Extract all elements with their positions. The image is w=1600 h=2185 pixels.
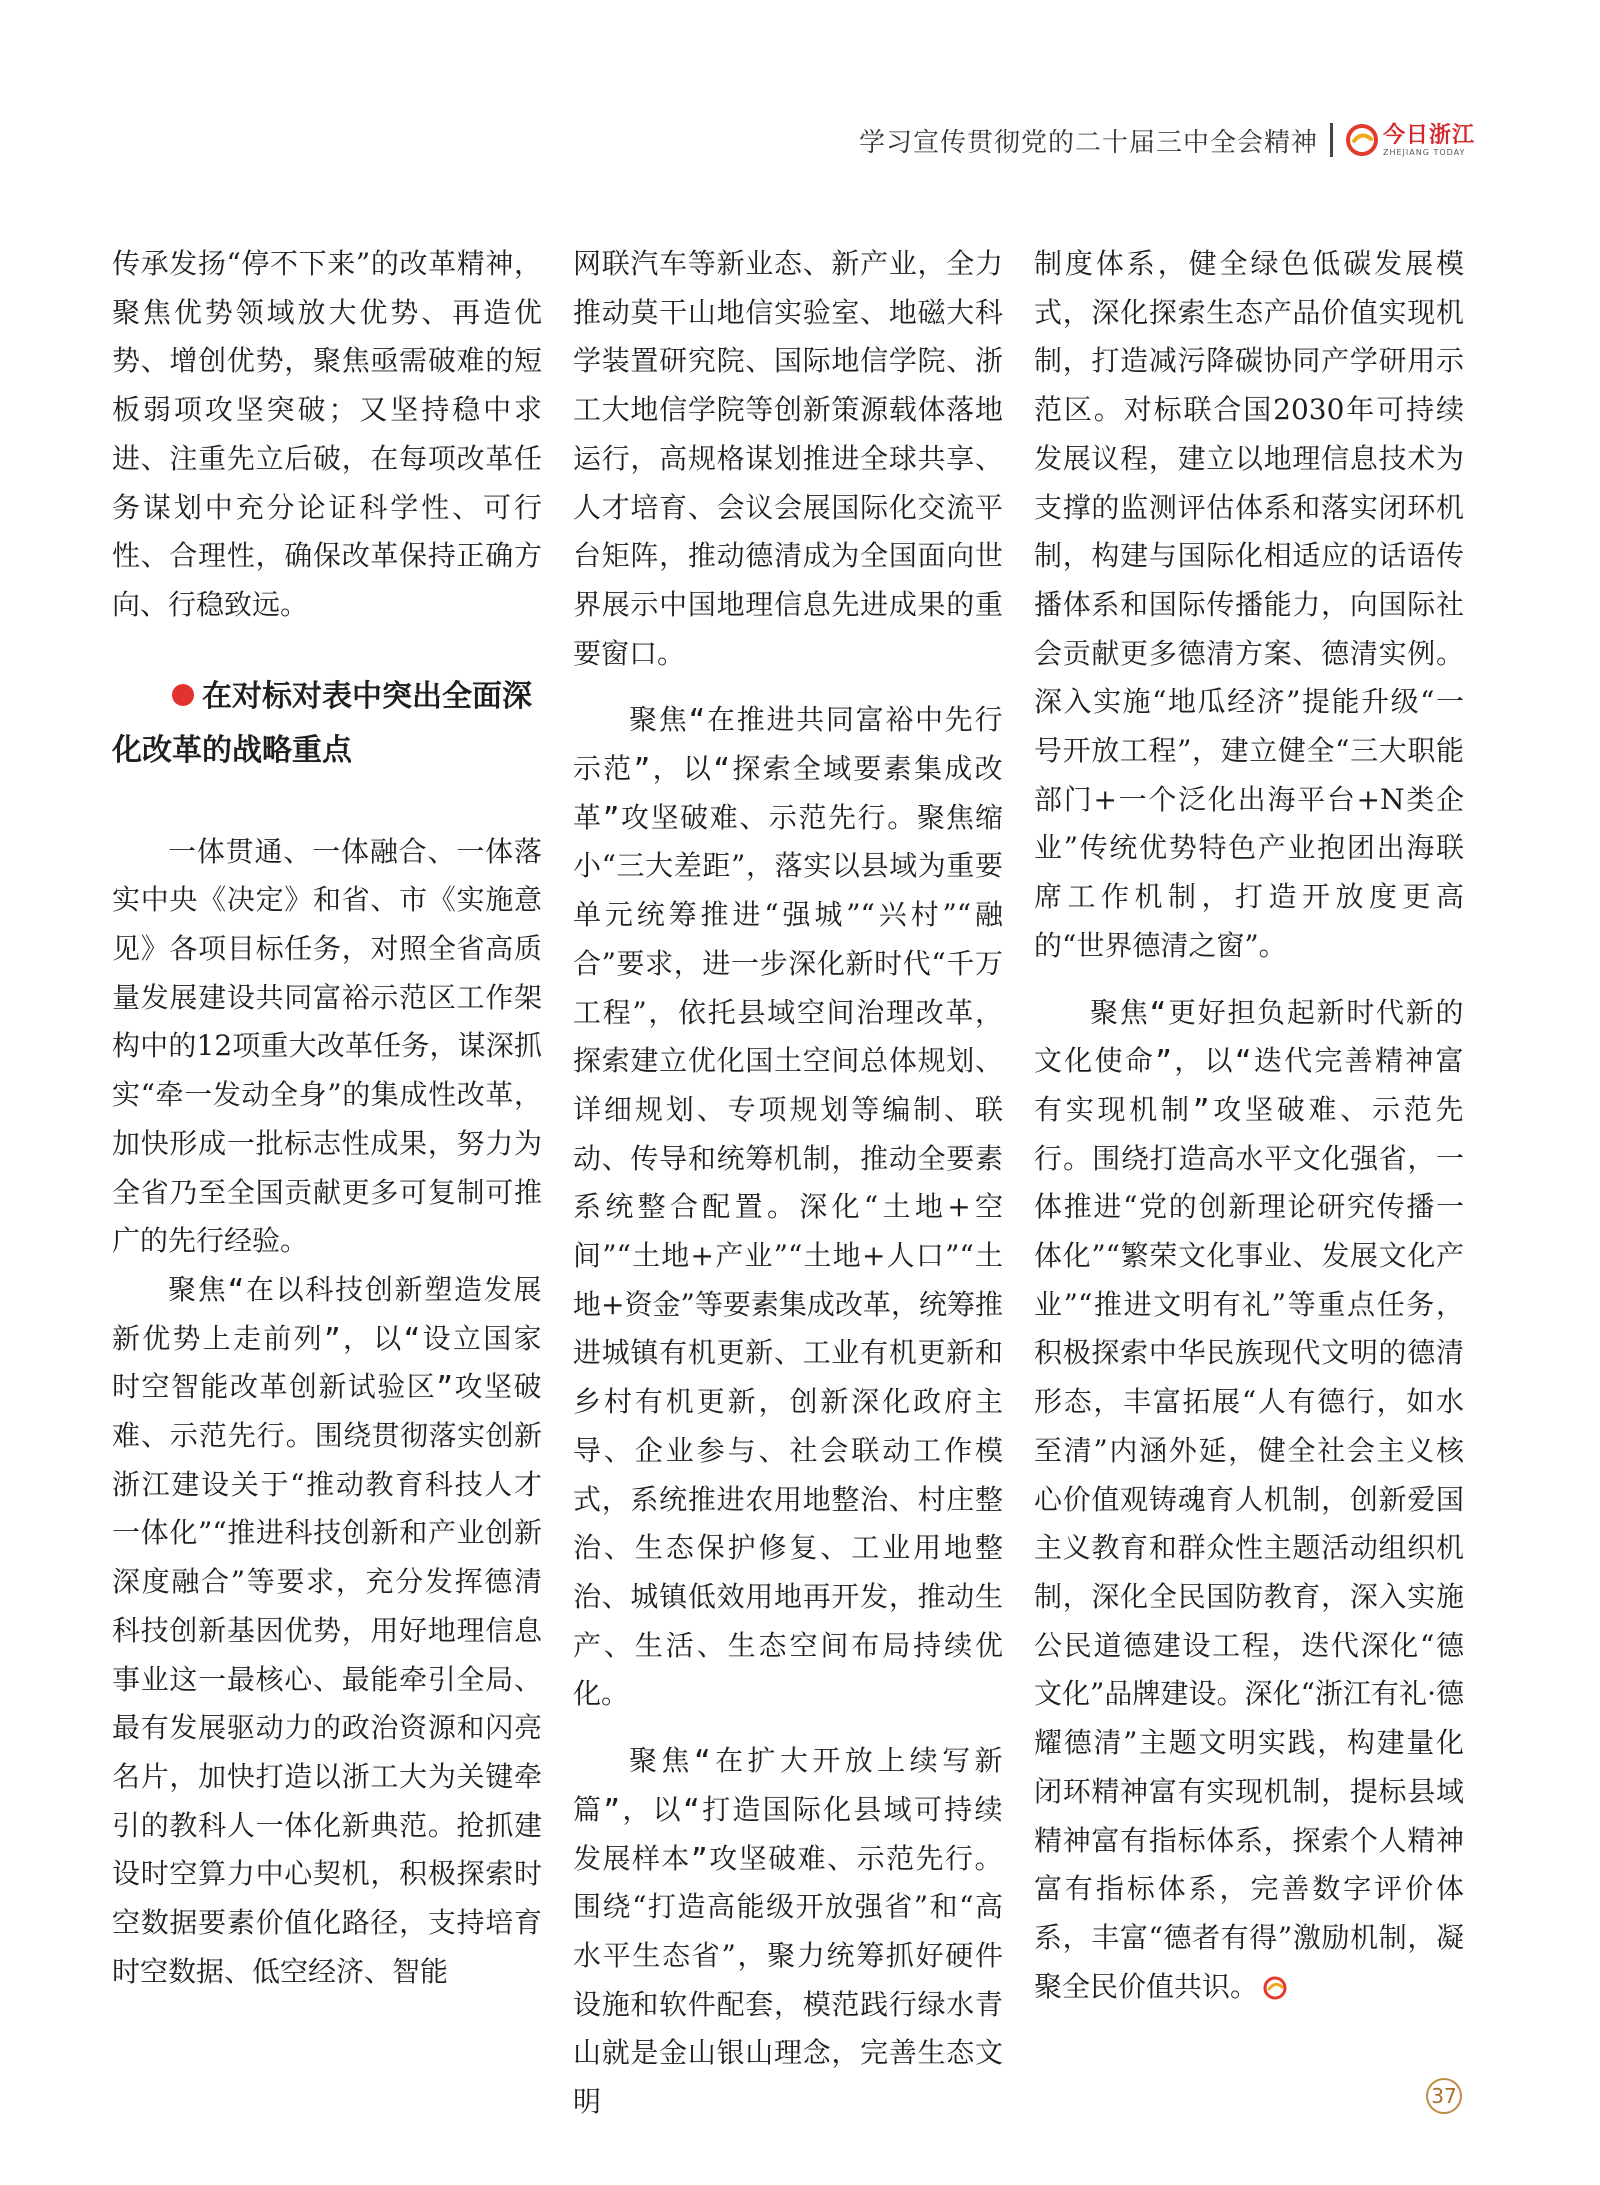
header-title: 学习宣传贯彻党的二十届三中全会精神 — [858, 127, 1318, 158]
column-2 — [573, 240, 1003, 2127]
paragraph: 一体贯通、一体融合、一体落实中央《决定》和省、市《实施意见》各项目标任务，对照全省高质量发展建设共同富裕示范区工作架构中的12项重大改革任务，谋深抓实“牵一发动全身”的集成性改革，加快形成一批标志性成果，努力为全省乃至全国贡献更多可复制可推广的先行经验。 — [112, 834, 542, 1258]
paragraph-body: 围绕贯彻落实创新浙江建设关于“推动教育科技人才一体化”“推进科技创新和产业创新深度融合”等要求，充分发挥德清科技创新基因优势，用好地理信息事业这一最核心、最能牵引全局、最有发展驱动力的政治资源和闪亮名片，加快打造以浙工大为关键牵引的教科人一体化新典范。抢抓建设时空算力中心契机，积极探索时空数据要素价值化路径，支持培育时空数据、低空经济、智能 — [112, 1419, 542, 1988]
magazine-logo — [1345, 123, 1475, 157]
paragraph — [112, 1266, 542, 1997]
logo-text — [1382, 121, 1475, 157]
focus-lead: 聚焦“在扩大开放上续写新篇”，以“打造国际化县域可持续发展样本”攻坚破难、示范先行。 — [573, 1744, 1003, 1875]
logo-swirl-icon — [1345, 123, 1379, 157]
focus-lead: 聚焦“在推进共同富裕中先行示范”，以“探索全域要素集成改革”攻坚破难、示范先行。 — [573, 703, 1003, 834]
logo-name-en: ZHEJIANG TODAY — [1382, 147, 1466, 157]
focus-lead: 聚焦“在以科技创新塑造发展新优势上走前列”，以“设立国家时空智能改革创新试验区”攻坚破难、示范先行。 — [112, 1272, 542, 1453]
page-number: 37 — [1426, 2078, 1462, 2114]
focus-lead: 聚焦“更好担负起新时代新的文化使命”，以“迭代完善精神富有实现机制”攻坚破难、示范先行。 — [1034, 995, 1464, 1175]
paragraph: 制度体系，健全绿色低碳发展模式，深化探索生态产品价值实现机制，打造减污降碳协同产学研用示范区。对标联合国2030年可持续发展议程，建立以地理信息技术为支撑的监测评估体系和落实闭环机制，构建与国际化相适应的话语传播体系和国际传播能力，向国际社会贡献更多德清方案、德清实例。深入实施“地瓜经济”提能升级“一号开放工程”，建立健全“三大职能部门+一个泛化出海平台+N类企业”传统优势特色产业抱团出海联席工作机制，打造开放度更高的“世界德清之窗”。 — [1034, 247, 1464, 962]
section-heading-text: 在对标对表中突出全面深化改革的战略重点 — [112, 678, 532, 768]
logo-name-cn: 今日浙江 — [1382, 121, 1475, 148]
red-bullet-icon — [172, 684, 194, 706]
section-heading — [112, 670, 542, 778]
header-divider — [1330, 123, 1333, 157]
paragraph: 网联汽车等新业态、新产业，全力推动莫干山地信实验室、地磁大科学装置研究院、国际地信学院、浙工大地信学院等创新策源载体落地运行，高规格谋划推进全球共享、人才培育、会议会展国际化交流平台矩阵，推动德清成为全国面向世界展示中国地理信息先进成果的重要窗口。 — [573, 247, 1003, 670]
paragraph-body: 聚焦缩小“三大差距”，落实以县域为重要单元统筹推进“强城”“兴村”“融合”要求，进一步深化新时代“千万工程”，依托县域空间治理改革，探索建立优化国土空间总体规划、详细规划、专项规划等编制、联动、传导和统筹机制，推动全要素系统整合配置。深化“土地+空间”“土地+产业”“土地+人口”“土地+资金”等要素集成改革，统筹推进城镇有机更新、工业有机更新和乡村有机更新，创新深化政府主导、企业参与、社会联动工作模式，系统推进农用地整治、村庄整治、生态保护修复、工业用地整治、城镇低效用地再开发，推动生产、生活、生态空间布局持续优化。 — [573, 800, 1003, 1711]
paragraph-body: 围绕打造高水平文化强省，一体推进“党的创新理论研究传播一体化”“繁荣文化事业、发展文化产业”“推进文明有礼”等重点任务，积极探索中华民族现代文明的德清形态，丰富拓展“人有德行，如水至清”内涵外延，健全社会主义核心价值观铸魂育人机制，创新爱国主义教育和群众性主题活动组织机制，深化全民国防教育，深入实施公民道德建设工程，迭代深化“德文化”品牌建设。深化“浙江有礼·德耀德清”主题文明实践，构建量化闭环精神富有实现机制，提标县域精神富有指标体系，探索个人精神富有指标体系，完善数字评价体系，丰富“德者有得”激励机制，凝聚全民价值共识。 — [1034, 1141, 1464, 2003]
article-end-icon — [1262, 1975, 1288, 2001]
paragraph — [573, 696, 1003, 1719]
page-header — [859, 120, 1475, 160]
paragraph-body: 围绕“打造高能级开放强省”和“高水平生态省”，聚力统筹抓好硬件设施和软件配套，模范践行绿水青山就是金山银山理念，完善生态文明 — [573, 1890, 1003, 2119]
column-1 — [112, 240, 542, 1997]
paragraph — [573, 1737, 1003, 2127]
paragraph — [1034, 989, 1464, 2012]
paragraph: 传承发扬“停不下来”的改革精神，聚焦优势领域放大优势、再造优势、增创优势，聚焦亟需破难的短板弱项攻坚突破；又坚持稳中求进、注重先立后破，在每项改革任务谋划中充分论证科学性、可行性、合理性，确保改革保持正确方向、行稳致远。 — [112, 247, 542, 621]
column-3 — [1034, 240, 1464, 2011]
